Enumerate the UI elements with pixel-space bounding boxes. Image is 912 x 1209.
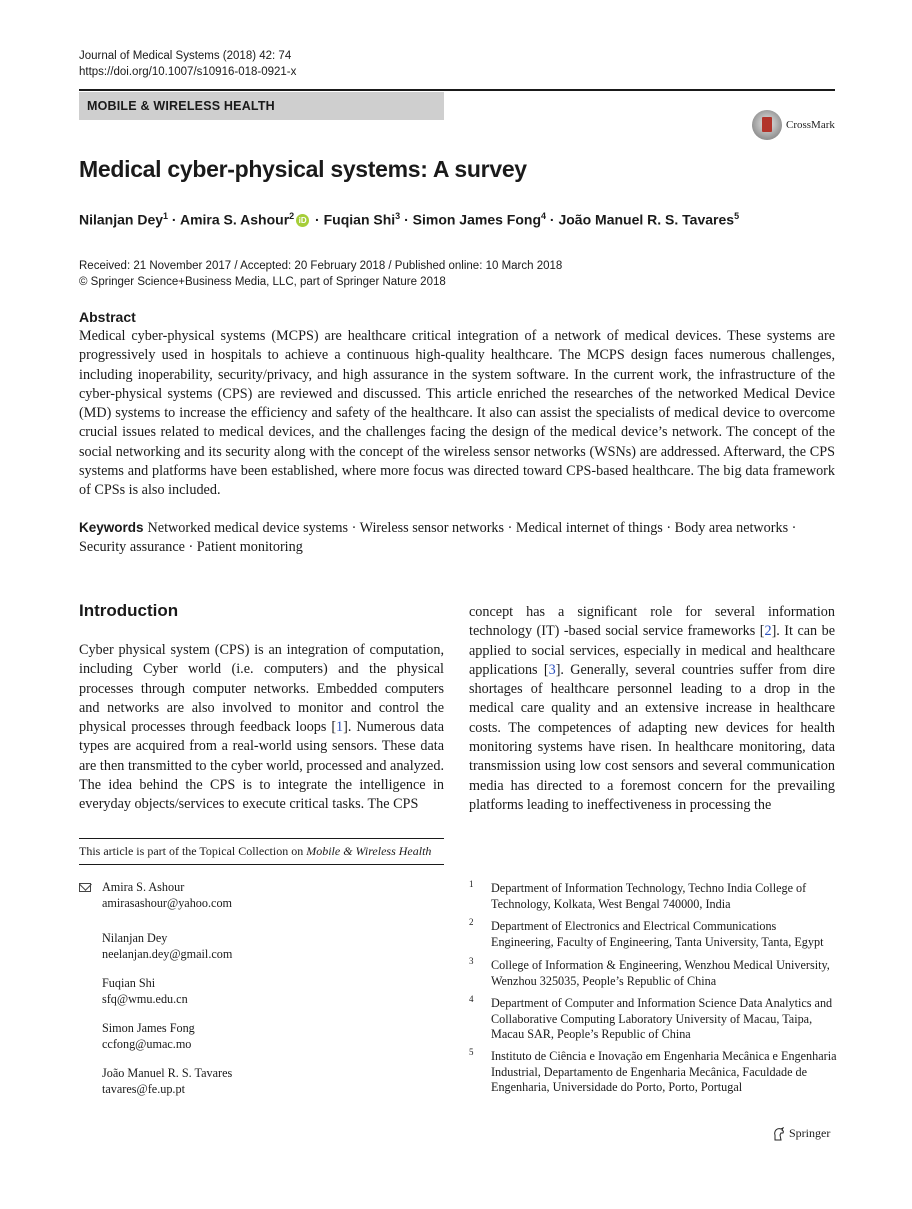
crossmark-icon (752, 110, 782, 140)
affiliation-number: 3 (469, 956, 474, 966)
reference-link[interactable]: 3 (548, 661, 556, 678)
author-separator: · (311, 211, 324, 228)
affiliation-text: Department of Information Technology, Techno India College of Technology, Kolkata, West Bengal 740000, India (491, 881, 807, 911)
contact-email[interactable]: sfq@wmu.edu.cn (102, 991, 188, 1006)
introduction-column-right (469, 603, 835, 815)
contact-name: Amira S. Ashour (102, 880, 185, 894)
header-rule (79, 89, 835, 91)
affiliation-text: Department of Electronics and Electrical Communications Engineering, Faculty of Engineering, Tanta University, Tanta, Egypt (491, 919, 824, 949)
crossmark-badge[interactable] (752, 110, 835, 140)
author-affiliation-mark: 1 (163, 211, 169, 221)
introduction-heading: Introduction (79, 601, 179, 620)
publisher-name: Springer (789, 1126, 831, 1140)
author-name[interactable]: Nilanjan Dey (79, 211, 164, 228)
affiliation-text: Department of Computer and Information Science Data Analytics and Collaborative Computing Laboratory University of Macau, Taipa, Macau SAR, People’s Republic of China (491, 996, 833, 1041)
paragraph-text: concept has a significant role for several information technology (IT) -based social service frameworks [ (469, 604, 835, 640)
affiliation-text: Instituto de Ciência e Inovação em Engenharia Mecânica e Engenharia Industrial, Departamento de Engenharia Mecânica, Faculdade de Engenharia, Universidade do Porto, Porto, Portugal (491, 1049, 837, 1094)
paragraph-text: ]. Numerous data types are acquired from a real-world using sensors. These data are then transmitted to the cyber world, processed and analyzed. The idea behind the CPS is to integrate the intelligence in everyday objects/services to execute critical tasks. The CPS (79, 719, 444, 813)
abstract-heading: Abstract (79, 309, 136, 325)
contact-entry (102, 1021, 195, 1052)
doi-link[interactable]: https://doi.org/10.1007/s10916-018-0921-x (79, 66, 297, 78)
abstract-text: Medical cyber-physical systems (MCPS) are healthcare critical integration of a network of medical devices. These systems are progressively used in hospitals to achieve a continuous high-quality healthcare. The MCPS design faces numerous challenges, including inoperability, security/privacy, and high assurance in the system software. In the current work, the infrastructure of the cyber-physical systems (CPS) are reviewed and discussed. This article enriched the researches of the networked Medical Device (MD) systems to increase the efficiency and safety of the healthcare. It also can assist the specialists of medical device to overcome crucial issues related to medical devices, and the challenges facing the design of the medical device’s network. The concept of the social networking and its security along with the concept of the wireless sensor networks (WSNs) are addressed. Afterward, the CPS systems and platforms have been established, where more focus was directed toward CPS-based healthcare. The big data framework of CPSs is also included. (79, 328, 835, 499)
contact-entry (102, 931, 232, 962)
envelope-icon (79, 883, 91, 892)
section-label: MOBILE & WIRELESS HEALTH (79, 92, 444, 120)
affiliation-number: 4 (469, 994, 474, 1004)
author-affiliation-mark: 4 (541, 211, 547, 221)
author-separator: · (168, 211, 180, 228)
affiliation-text: College of Information & Engineering, Wenzhou Medical University, Wenzhou 325035, People’s Republic of China (491, 958, 830, 988)
contact-email[interactable]: ccfong@umac.mo (102, 1036, 192, 1051)
contact-email[interactable]: amirasashour@yahoo.com (102, 895, 233, 910)
contact-email[interactable]: neelanjan.dey@gmail.com (102, 946, 233, 961)
journal-line: Journal of Medical Systems (2018) 42: 74 (79, 50, 292, 62)
paragraph-text: Cyber physical system (CPS) is an integration of computation, including Cyber world (i.e. computers) and the physical processes through computer networks. Embedded computers and networks are also involved to monitor and control the physical processes through feedback loops [ (79, 642, 444, 736)
author-name[interactable]: João Manuel R. S. Tavares (558, 211, 735, 228)
author-name[interactable]: Amira S. Ashour (179, 211, 290, 228)
author-name[interactable]: Simon James Fong (412, 211, 541, 228)
collection-name: Mobile & Wireless Health (306, 844, 432, 858)
contact-entry (102, 1066, 232, 1097)
springer-horse-icon (772, 1127, 786, 1141)
dates-line: Received: 21 November 2017 / Accepted: 20 February 2018 / Published online: 10 March 2018 (79, 260, 563, 272)
footnote-rule-top (79, 838, 444, 839)
note-prefix: This article is part of the Topical Collection on (79, 844, 307, 858)
publisher-logo (772, 1126, 830, 1141)
publication-dates (79, 258, 562, 290)
reference-link[interactable]: 2 (764, 623, 772, 640)
affiliation-number: 1 (469, 879, 474, 889)
contact-name: Fuqian Shi (102, 976, 156, 990)
contact-name: Nilanjan Dey (102, 931, 168, 945)
contact-email[interactable]: tavares@fe.up.pt (102, 1081, 185, 1096)
author-affiliation-mark: 5 (734, 211, 740, 221)
keywords-text: Networked medical device systems · Wireless sensor networks · Medical internet of things · Body area networks · Security assurance · Patient monitoring (79, 520, 797, 556)
author-name[interactable]: Fuqian Shi (323, 211, 396, 228)
contact-entry (102, 880, 232, 911)
author-list (79, 211, 739, 228)
contact-name: João Manuel R. S. Tavares (102, 1066, 233, 1080)
contact-entry (102, 976, 188, 1007)
paragraph-text: ]. It can be applied to social services, especially in medical and healthcare applications [ (469, 623, 835, 678)
copyright-line: © Springer Science+Business Media, LLC, part of Springer Nature 2018 (79, 276, 446, 288)
topical-collection-note (79, 844, 431, 859)
introduction-column-left (79, 641, 444, 815)
author-affiliation-mark: 3 (395, 211, 401, 221)
reference-link[interactable]: 1 (336, 719, 344, 736)
affiliation-number: 5 (469, 1047, 474, 1057)
contact-name: Simon James Fong (102, 1021, 195, 1035)
author-separator: · (400, 211, 413, 228)
footnote-rule-bottom (79, 864, 444, 865)
crossmark-label: CrossMark (786, 119, 835, 131)
author-affiliation-mark: 2 (289, 211, 295, 221)
journal-citation (79, 48, 296, 80)
keywords-heading: Keywords (79, 520, 144, 535)
orcid-icon[interactable]: iD (296, 214, 309, 227)
affiliation-number: 2 (469, 917, 474, 927)
paragraph-text: ]. Generally, several countries suffer from dire shortages of healthcare personnel leading to a drop in the medical care quality and an extensive increase in healthcare costs. The competences of adapting new devices for health monitoring systems have risen. In healthcare monitoring, data transmission using low cost sensors and several communication media has directed to a foremost concern for the prevailing platforms leading to ineffectiveness in processing the (469, 661, 835, 813)
author-separator: · (546, 211, 559, 228)
article-title: Medical cyber-physical systems: A survey (79, 156, 527, 182)
keywords (79, 518, 835, 558)
